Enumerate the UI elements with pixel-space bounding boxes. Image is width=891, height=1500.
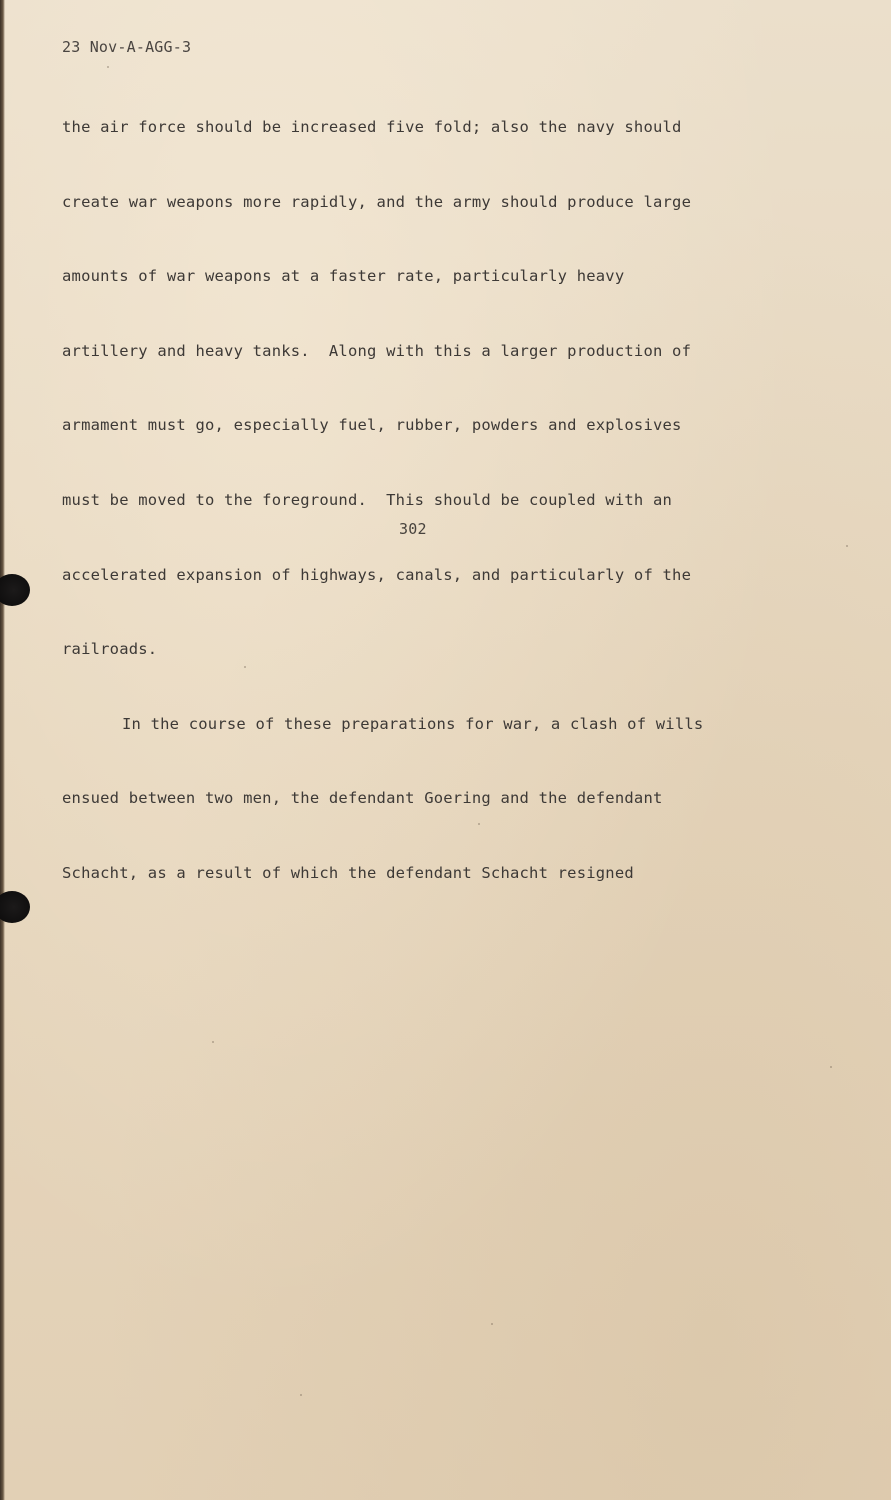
body-line: accelerated expansion of highways, canals, and particularly of the xyxy=(62,565,692,584)
paper-speck xyxy=(244,666,246,668)
page-left-edge xyxy=(0,0,5,1500)
paper-speck xyxy=(212,1041,214,1043)
body-line: artillery and heavy tanks. Along with this a larger production of xyxy=(62,341,692,360)
body-line: create war weapons more rapidly, and the army should produce large xyxy=(62,192,692,211)
body-line: armament must go, especially fuel, rubber, powders and explosives xyxy=(62,416,682,435)
document-body xyxy=(62,72,742,929)
document-reference-code: 23 Nov-A-AGG-3 xyxy=(62,38,192,56)
paper-speck xyxy=(846,545,848,547)
body-line: railroads. xyxy=(62,640,158,659)
paper-speck xyxy=(830,1066,832,1068)
body-line: Schacht, as a result of which the defendant Schacht resigned xyxy=(62,863,634,882)
body-line-paragraph-start: In the course of these preparations for war, a clash of wills xyxy=(122,714,704,733)
paper-speck xyxy=(107,66,109,68)
punch-hole-bottom xyxy=(0,891,30,923)
body-line: amounts of war weapons at a faster rate, particularly heavy xyxy=(62,267,625,286)
paper-speck xyxy=(491,1323,493,1325)
page-number: 302 xyxy=(399,520,427,538)
punch-hole-top xyxy=(0,574,30,606)
paper-speck xyxy=(300,1394,302,1396)
body-line: the air force should be increased five fold; also the navy should xyxy=(62,118,682,136)
body-line: must be moved to the foreground. This should be coupled with an xyxy=(62,490,673,509)
body-line: ensued between two men, the defendant Goering and the defendant xyxy=(62,789,663,808)
paper-speck xyxy=(478,823,480,825)
